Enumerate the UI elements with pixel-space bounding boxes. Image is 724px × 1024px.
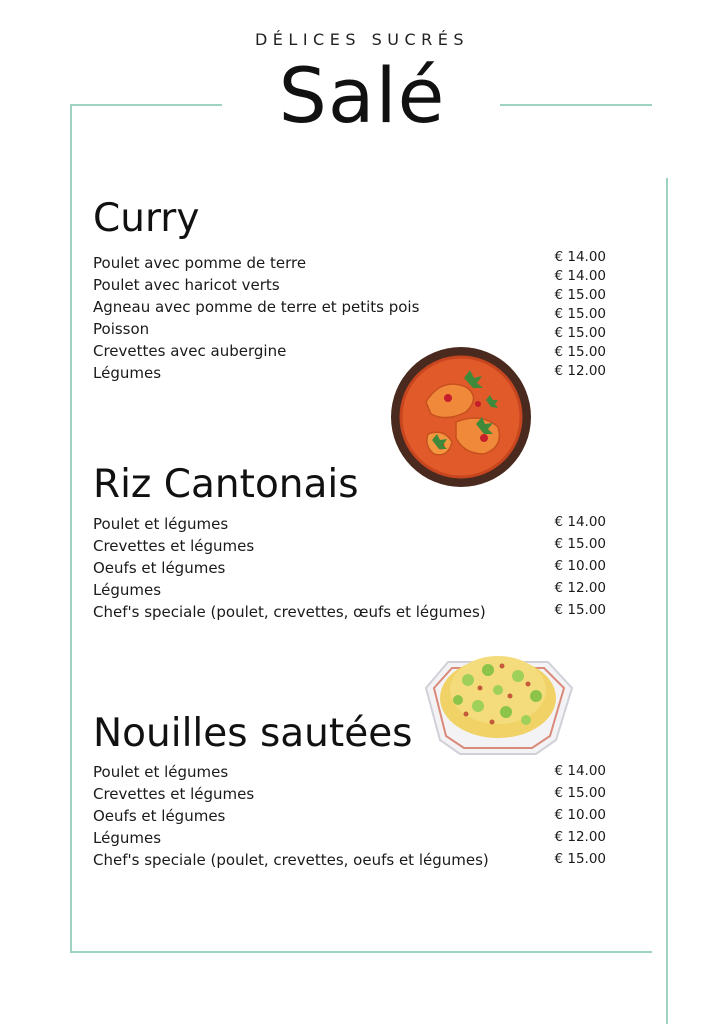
menu-item: Agneau avec pomme de terre et petits pois [93,298,420,316]
frame-bottom-line [70,951,652,953]
menu-item: Poulet avec haricot verts [93,276,280,294]
price: € 12.00 [554,363,606,379]
menu-item: Poulet et légumes [93,515,229,533]
menu-item: Crevettes avec aubergine [93,342,287,360]
price-list-nouilles-sautees [548,760,606,870]
page-title: Salé [278,51,446,140]
menu-item: Légumes [93,364,162,382]
price: € 15.00 [554,325,606,341]
frame-top-right-line [500,104,652,106]
menu-item: Oeufs et légumes [93,807,226,825]
menu-item: Chef's speciale (poulet, crevettes, œufs et légumes) [93,603,486,621]
menu-item: Légumes [93,581,162,599]
menu-list-nouilles-sautees [93,761,489,871]
section-title-riz-cantonais: Riz Cantonais [93,462,359,507]
price: € 14.00 [554,249,606,265]
menu-list-riz-cantonais [93,513,486,623]
menu-item: Oeufs et légumes [93,559,226,577]
frame-right-line [666,178,668,1024]
price: € 15.00 [554,785,606,801]
price: € 14.00 [554,268,606,284]
price: € 14.00 [554,514,606,530]
frame-left-line [70,104,72,952]
price: € 12.00 [554,580,606,596]
price: € 15.00 [554,851,606,867]
menu-item: Crevettes et légumes [93,537,255,555]
curry-bowl-icon [386,342,536,492]
menu-item: Chef's speciale (poulet, crevettes, oeufs et légumes) [93,851,489,869]
price: € 14.00 [554,763,606,779]
price: € 10.00 [554,807,606,823]
price: € 15.00 [554,602,606,618]
menu-item: Légumes [93,829,162,847]
fried-rice-plate-icon [418,640,578,760]
price: € 15.00 [554,306,606,322]
price: € 15.00 [554,287,606,303]
price: € 12.00 [554,829,606,845]
menu-list-curry [93,252,419,384]
price-list-curry [548,248,606,381]
brand-name: DÉLICES SUCRÉS [254,30,469,49]
menu-item: Poulet et légumes [93,763,229,781]
menu-item: Poulet avec pomme de terre [93,254,307,272]
price: € 10.00 [554,558,606,574]
price-list-riz-cantonais [548,511,606,621]
menu-item: Crevettes et légumes [93,785,255,803]
price: € 15.00 [554,536,606,552]
section-title-nouilles-sautees: Nouilles sautées [93,711,413,756]
menu-item: Poisson [93,320,150,338]
frame-top-left-line [70,104,222,106]
section-title-curry: Curry [93,196,200,241]
price: € 15.00 [554,344,606,360]
